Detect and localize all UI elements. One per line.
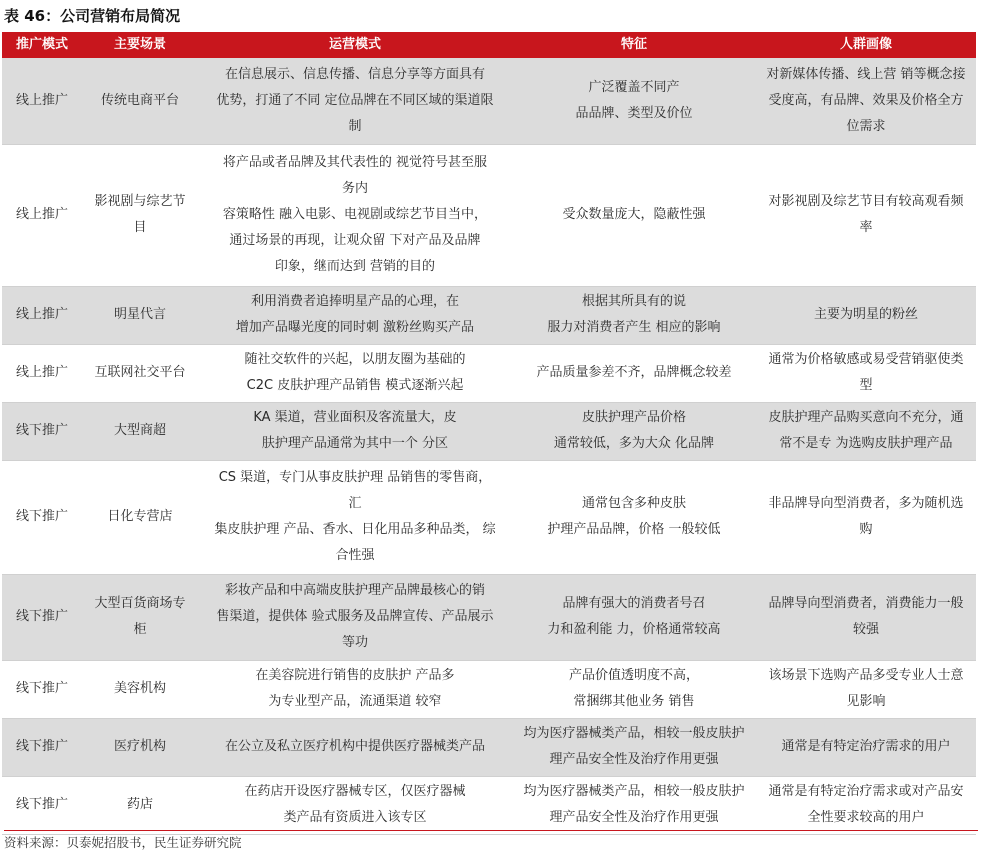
cell-mode: 线上推广	[2, 58, 82, 144]
cell-feature	[512, 660, 756, 718]
cell-ops-line: 务内	[341, 181, 368, 196]
cell-ops-line: 集皮肤护理 产品、香水、日化用品多种品类， 综	[214, 522, 496, 537]
cell-people-line: 位需求	[846, 118, 886, 134]
cell-people-line: 非品牌导向型消费者，多为随机选	[768, 496, 964, 511]
table-row	[2, 574, 976, 660]
cell-feature-line: 服力对消费者产生 相应的影响	[547, 320, 721, 335]
cell-scene-line: 药店	[126, 797, 153, 812]
cell-ops-line: 将产品或者品牌及其代表性的 视觉符号甚至服	[222, 155, 488, 170]
cell-people	[756, 660, 976, 718]
cell-scene	[82, 286, 198, 344]
cell-ops-line: 汇	[348, 496, 362, 511]
cell-feature	[512, 344, 756, 402]
cell-ops	[198, 144, 512, 286]
cell-mode: 线下推广	[2, 460, 82, 574]
header-feature: 特征	[512, 32, 756, 58]
cell-people-line: 对影视剧及综艺节目有较高观看频	[768, 194, 964, 209]
cell-people-line: 型	[859, 378, 873, 393]
cell-people-line: 全性要求较高的用户	[807, 810, 925, 825]
cell-ops-line: 容策略性 融入电影、电视剧或综艺节目当中，	[222, 207, 488, 222]
cell-scene-line: 传统电商平台	[100, 92, 179, 108]
cell-feature-line: 广泛覆盖不同产	[588, 79, 680, 95]
cell-scene-line: 美容机构	[113, 681, 166, 696]
cell-ops	[198, 344, 512, 402]
cell-ops-line: CS 渠道，专门从事皮肤护理 品销售的零售商，	[218, 470, 492, 485]
cell-scene-line: 目	[133, 220, 147, 235]
cell-people-line: 该场景下选购产品多受专业人士意	[768, 668, 964, 683]
cell-scene-line: 互联网社交平台	[94, 365, 186, 380]
cell-scene-line: 柜	[133, 622, 147, 637]
cell-feature-line: 品牌有强大的消费者号召	[562, 596, 706, 611]
cell-people-line: 见影响	[846, 694, 886, 709]
cell-scene-line: 明星代言	[113, 307, 166, 322]
cell-ops-line: 通过场景的再现，让观众留 下对产品及品牌	[229, 233, 481, 248]
cell-ops	[198, 776, 512, 834]
cell-people-line: 通常是有特定治疗需求的用户	[781, 739, 951, 754]
cell-ops	[198, 660, 512, 718]
cell-scene	[82, 574, 198, 660]
cell-ops	[198, 718, 512, 776]
cell-feature	[512, 402, 756, 460]
cell-scene-line: 影视剧与综艺节	[94, 194, 186, 209]
cell-scene	[82, 660, 198, 718]
cell-people	[756, 460, 976, 574]
cell-people-line: 率	[859, 220, 873, 235]
cell-ops-line: 增加产品曝光度的同时刺 激粉丝购买产品	[235, 320, 475, 335]
table-title: 表 46：公司营销布局简况	[4, 7, 181, 25]
cell-feature-line: 受众数量庞大，隐蔽性强	[562, 207, 706, 222]
cell-ops-line: 随社交软件的兴起，以朋友圈为基础的	[244, 352, 466, 367]
cell-scene-line: 大型商超	[113, 423, 166, 438]
cell-people-line: 对新媒体传播、线上营 销等概念接	[766, 66, 966, 82]
source-note: 资料来源：贝泰妮招股书，民生证券研究院	[4, 835, 242, 850]
cell-feature-line: 品品牌、类型及价位	[575, 105, 693, 121]
cell-ops-line: KA 渠道，营业面积及客流量大，皮	[253, 410, 457, 425]
cell-ops-line: 等功	[341, 635, 368, 650]
cell-feature-line: 理产品安全性及治疗作用更强	[549, 810, 719, 825]
table-row	[2, 344, 976, 402]
cell-scene-line: 大型百货商场专	[94, 596, 186, 611]
cell-feature-line: 均为医疗器械类产品，相较一般皮肤护	[523, 726, 745, 741]
cell-people	[756, 776, 976, 834]
cell-feature	[512, 718, 756, 776]
header-mode: 推广模式	[2, 32, 82, 58]
table-header-row	[2, 32, 976, 58]
cell-ops-line: 售渠道，提供体 验式服务及品牌宣传、产品展示	[216, 609, 494, 624]
cell-ops-line: 肤护理产品通常为其中一个 分区	[261, 436, 449, 451]
cell-ops-line: C2C 皮肤护理产品销售 模式逐渐兴起	[246, 378, 464, 393]
cell-people-line: 购	[859, 522, 873, 537]
cell-people	[756, 144, 976, 286]
cell-feature-line: 产品价值透明度不高，	[568, 668, 699, 683]
table-body	[2, 58, 976, 834]
cell-mode: 线下推广	[2, 776, 82, 834]
cell-people-line: 主要为明星的粉丝	[813, 307, 918, 322]
cell-ops-line: 类产品有资质进入该专区	[283, 810, 427, 825]
footer-rule	[4, 830, 978, 831]
cell-ops-line: 合性强	[335, 548, 375, 563]
cell-scene-line: 医疗机构	[113, 739, 166, 754]
cell-scene	[82, 344, 198, 402]
cell-people	[756, 402, 976, 460]
cell-feature-line: 通常较低，多为大众 化品牌	[553, 436, 715, 451]
cell-people-line: 常不是专 为选购皮肤护理产品	[779, 436, 953, 451]
cell-feature-line: 力和盈利能 力，价格通常较高	[547, 622, 721, 637]
cell-ops-line: 彩妆产品和中高端皮肤护理产品牌最核心的销	[224, 583, 485, 598]
cell-mode: 线下推广	[2, 574, 82, 660]
cell-ops	[198, 460, 512, 574]
cell-people	[756, 344, 976, 402]
cell-scene	[82, 776, 198, 834]
table-row	[2, 660, 976, 718]
table-row	[2, 144, 976, 286]
cell-feature-line: 常捆绑其他业务 销售	[573, 694, 695, 709]
cell-ops-line: 优势，打通了不同 定位品牌在不同区域的渠道限	[216, 92, 494, 108]
cell-feature-line: 均为医疗器械类产品，相较一般皮肤护	[523, 784, 745, 799]
table-row	[2, 718, 976, 776]
cell-feature	[512, 144, 756, 286]
cell-ops-line: 利用消费者追捧明星产品的心理，在	[250, 294, 459, 309]
cell-ops	[198, 402, 512, 460]
cell-feature-line: 理产品安全性及治疗作用更强	[549, 752, 719, 767]
cell-ops-line: 印象，继而达到 营销的目的	[274, 259, 436, 274]
marketing-layout-table	[2, 32, 976, 835]
header-people: 人群画像	[756, 32, 976, 58]
cell-ops-line: 在信息展示、信息传播、信息分享等方面具有	[224, 66, 485, 82]
cell-feature-line: 根据其所具有的说	[581, 294, 686, 309]
cell-feature	[512, 574, 756, 660]
header-ops: 运营模式	[198, 32, 512, 58]
cell-feature	[512, 58, 756, 144]
table-row	[2, 460, 976, 574]
cell-ops	[198, 574, 512, 660]
table-row	[2, 58, 976, 144]
cell-people	[756, 718, 976, 776]
cell-ops	[198, 58, 512, 144]
cell-feature	[512, 286, 756, 344]
cell-scene	[82, 402, 198, 460]
cell-ops-line: 为专业型产品，流通渠道 较窄	[268, 694, 442, 709]
cell-people-line: 皮肤护理产品购买意向不充分，通	[768, 410, 964, 425]
cell-people-line: 通常是有特定治疗需求或对产品安	[768, 784, 964, 799]
cell-people	[756, 286, 976, 344]
cell-feature-line: 护理产品品牌，价格 一般较低	[547, 522, 721, 537]
table-row	[2, 286, 976, 344]
cell-people-line: 品牌导向型消费者，消费能力一般	[768, 596, 964, 611]
cell-feature-line: 通常包含多种皮肤	[581, 496, 686, 511]
cell-mode: 线下推广	[2, 402, 82, 460]
cell-mode: 线上推广	[2, 286, 82, 344]
cell-people-line: 受度高，有品牌、效果及价格全方	[768, 92, 964, 108]
cell-ops-line: 在公立及私立医疗机构中提供医疗器械类产品	[224, 739, 485, 754]
cell-mode: 线上推广	[2, 144, 82, 286]
cell-scene	[82, 460, 198, 574]
table-row	[2, 776, 976, 834]
cell-mode: 线上推广	[2, 344, 82, 402]
cell-ops	[198, 286, 512, 344]
cell-ops-line: 在美容院进行销售的皮肤护 产品多	[255, 668, 455, 683]
cell-feature-line: 产品质量参差不齐，品牌概念较差	[536, 365, 732, 380]
table-row	[2, 402, 976, 460]
cell-people-line: 较强	[852, 622, 879, 637]
cell-mode: 线下推广	[2, 718, 82, 776]
cell-scene	[82, 58, 198, 144]
cell-scene-line: 日化专营店	[107, 509, 173, 524]
cell-people-line: 通常为价格敏感或易受营销驱使类	[768, 352, 964, 367]
header-scene: 主要场景	[82, 32, 198, 58]
cell-mode: 线下推广	[2, 660, 82, 718]
cell-scene	[82, 144, 198, 286]
cell-people	[756, 574, 976, 660]
cell-feature	[512, 460, 756, 574]
cell-ops-line: 在药店开设医疗器械专区，仅医疗器械	[244, 784, 466, 799]
cell-scene	[82, 718, 198, 776]
cell-people	[756, 58, 976, 144]
cell-feature-line: 皮肤护理产品价格	[581, 410, 686, 425]
cell-feature	[512, 776, 756, 834]
cell-ops-line: 制	[348, 118, 362, 134]
